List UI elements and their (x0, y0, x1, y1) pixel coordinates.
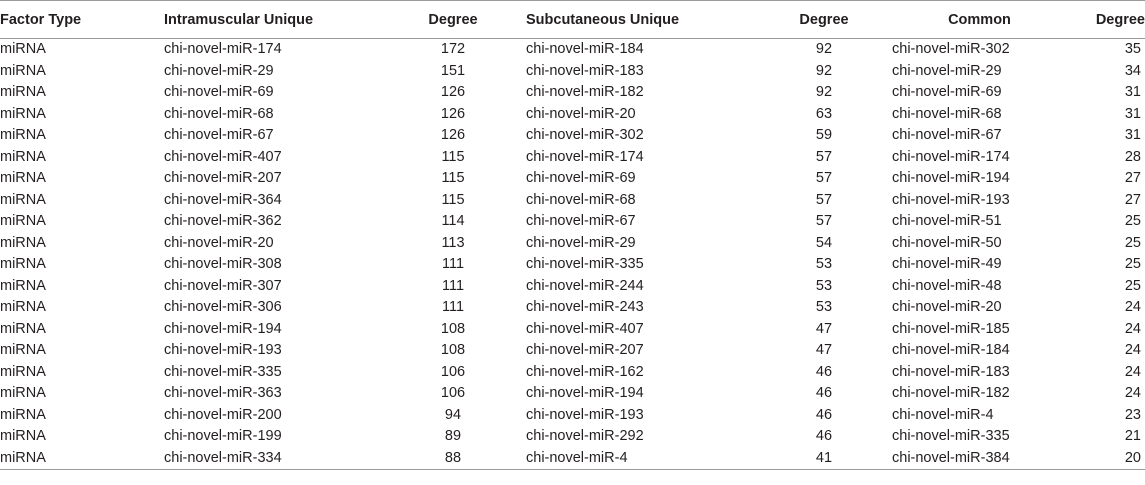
cell-factor-type: miRNA (0, 62, 46, 79)
cell-degree-subcutaneous: 54 (815, 234, 833, 251)
cell-degree-common: 25 (1124, 234, 1141, 251)
cell-intramuscular-unique: chi-novel-miR-194 (164, 320, 282, 337)
table-body (0, 39, 1145, 470)
table-header (0, 1, 1145, 39)
cell-degree-subcutaneous: 92 (815, 62, 833, 79)
cell-intramuscular-unique: chi-novel-miR-307 (164, 277, 282, 294)
cell-factor-type: miRNA (0, 406, 46, 423)
header-row (0, 1, 1145, 39)
cell-subcutaneous-unique: chi-novel-miR-68 (526, 191, 636, 208)
cell-common: chi-novel-miR-384 (892, 449, 1010, 466)
cell-subcutaneous-unique: chi-novel-miR-183 (526, 62, 644, 79)
cell-factor-type: miRNA (0, 277, 46, 294)
cell-subcutaneous-unique: chi-novel-miR-69 (526, 170, 636, 186)
cell-degree-common: 24 (1124, 342, 1141, 358)
table-row (0, 61, 1145, 83)
cell-common: chi-novel-miR-182 (892, 385, 1010, 401)
cell-common: chi-novel-miR-50 (892, 234, 1002, 251)
cell-intramuscular-unique: chi-novel-miR-306 (164, 299, 282, 315)
cell-subcutaneous-unique: chi-novel-miR-20 (526, 105, 636, 122)
table-row (0, 125, 1145, 147)
table-row (0, 147, 1145, 169)
cell-common: chi-novel-miR-174 (892, 148, 1010, 165)
cell-degree-common: 27 (1124, 191, 1141, 208)
table-row (0, 168, 1145, 190)
cell-common: chi-novel-miR-193 (892, 191, 1010, 208)
cell-degree-common: 21 (1124, 428, 1141, 444)
cell-intramuscular-unique: chi-novel-miR-69 (164, 84, 274, 100)
cell-degree-intramuscular: 111 (441, 256, 465, 272)
table-row (0, 39, 1145, 61)
cell-degree-subcutaneous: 53 (815, 256, 833, 272)
cell-degree-subcutaneous: 92 (815, 84, 833, 100)
cell-degree-intramuscular: 106 (440, 385, 466, 401)
cell-degree-common: 24 (1124, 320, 1141, 337)
cell-degree-intramuscular: 151 (440, 62, 466, 79)
cell-intramuscular-unique: chi-novel-miR-199 (164, 428, 282, 444)
cell-degree-intramuscular: 172 (440, 41, 466, 57)
cell-common: chi-novel-miR-302 (892, 41, 1010, 57)
cell-intramuscular-unique: chi-novel-miR-308 (164, 256, 282, 272)
cell-factor-type: miRNA (0, 299, 46, 315)
cell-degree-common: 24 (1124, 299, 1141, 315)
table-row (0, 448, 1145, 470)
cell-subcutaneous-unique: chi-novel-miR-302 (526, 127, 644, 143)
cell-intramuscular-unique: chi-novel-miR-29 (164, 62, 274, 79)
cell-common: chi-novel-miR-29 (892, 62, 1002, 79)
cell-subcutaneous-unique: chi-novel-miR-174 (526, 148, 644, 165)
cell-degree-intramuscular: 115 (441, 191, 465, 208)
cell-degree-subcutaneous: 59 (815, 127, 833, 143)
cell-degree-subcutaneous: 46 (815, 406, 833, 423)
cell-degree-common: 28 (1124, 148, 1141, 165)
cell-intramuscular-unique: chi-novel-miR-67 (164, 127, 274, 143)
cell-degree-subcutaneous: 46 (815, 363, 833, 380)
cell-intramuscular-unique: chi-novel-miR-20 (164, 234, 274, 251)
table-row (0, 383, 1145, 405)
cell-degree-subcutaneous: 46 (815, 385, 833, 401)
cell-common: chi-novel-miR-49 (892, 256, 1002, 272)
cell-degree-intramuscular: 111 (441, 277, 465, 294)
table-row (0, 362, 1145, 384)
cell-intramuscular-unique: chi-novel-miR-68 (164, 105, 274, 122)
cell-degree-intramuscular: 94 (444, 406, 462, 423)
table-row (0, 340, 1145, 362)
cell-subcutaneous-unique: chi-novel-miR-4 (526, 449, 628, 466)
cell-degree-subcutaneous: 63 (815, 105, 833, 122)
cell-factor-type: miRNA (0, 449, 46, 466)
cell-degree-subcutaneous: 92 (815, 41, 833, 57)
table-row (0, 233, 1145, 255)
cell-degree-common: 27 (1124, 170, 1141, 186)
cell-factor-type: miRNA (0, 148, 46, 165)
cell-common: chi-novel-miR-68 (892, 105, 1002, 122)
cell-factor-type: miRNA (0, 105, 46, 122)
cell-degree-intramuscular: 106 (440, 363, 466, 380)
cell-common: chi-novel-miR-48 (892, 277, 1002, 294)
cell-degree-intramuscular: 88 (444, 449, 462, 466)
cell-factor-type: miRNA (0, 234, 46, 251)
cell-subcutaneous-unique: chi-novel-miR-29 (526, 234, 636, 251)
cell-factor-type: miRNA (0, 320, 46, 337)
cell-degree-subcutaneous: 41 (815, 449, 833, 466)
cell-subcutaneous-unique: chi-novel-miR-243 (526, 299, 644, 315)
cell-factor-type: miRNA (0, 385, 46, 401)
cell-common: chi-novel-miR-184 (892, 342, 1010, 358)
cell-degree-common: 31 (1124, 84, 1141, 100)
cell-degree-subcutaneous: 47 (815, 320, 833, 337)
cell-subcutaneous-unique: chi-novel-miR-67 (526, 213, 636, 229)
cell-intramuscular-unique: chi-novel-miR-200 (164, 406, 282, 423)
cell-degree-subcutaneous: 47 (815, 342, 833, 358)
table-row (0, 276, 1145, 298)
cell-intramuscular-unique: chi-novel-miR-362 (164, 213, 282, 229)
cell-factor-type: miRNA (0, 41, 46, 57)
table-row (0, 426, 1145, 448)
cell-subcutaneous-unique: chi-novel-miR-335 (526, 256, 644, 272)
cell-degree-intramuscular: 115 (441, 170, 465, 186)
cell-subcutaneous-unique: chi-novel-miR-207 (526, 342, 644, 358)
header-degree-common: Degree (1095, 11, 1145, 28)
cell-degree-intramuscular: 126 (440, 127, 466, 143)
header-intramuscular-unique: Intramuscular Unique (164, 11, 314, 28)
cell-degree-subcutaneous: 57 (815, 213, 833, 229)
table-row (0, 319, 1145, 341)
header-common: Common (948, 11, 1011, 28)
cell-factor-type: miRNA (0, 363, 46, 380)
cell-intramuscular-unique: chi-novel-miR-363 (164, 385, 282, 401)
cell-factor-type: miRNA (0, 428, 46, 444)
header-subcutaneous-unique: Subcutaneous Unique (526, 11, 680, 28)
cell-degree-common: 20 (1124, 449, 1141, 466)
cell-common: chi-novel-miR-20 (892, 299, 1002, 315)
cell-common: chi-novel-miR-185 (892, 320, 1010, 337)
cell-degree-subcutaneous: 57 (815, 170, 833, 186)
cell-subcutaneous-unique: chi-novel-miR-194 (526, 385, 644, 401)
cell-degree-common: 24 (1124, 363, 1141, 380)
cell-degree-subcutaneous: 53 (815, 299, 833, 315)
cell-factor-type: miRNA (0, 127, 46, 143)
cell-degree-subcutaneous: 53 (815, 277, 833, 294)
cell-factor-type: miRNA (0, 191, 46, 208)
cell-degree-common: 31 (1124, 127, 1141, 143)
table-row (0, 254, 1145, 276)
cell-degree-intramuscular: 89 (444, 428, 462, 444)
cell-degree-intramuscular: 108 (440, 342, 466, 358)
cell-subcutaneous-unique: chi-novel-miR-193 (526, 406, 644, 423)
table-row (0, 297, 1145, 319)
cell-intramuscular-unique: chi-novel-miR-334 (164, 449, 282, 466)
cell-degree-intramuscular: 126 (440, 105, 466, 122)
cell-degree-common: 25 (1124, 277, 1141, 294)
cell-common: chi-novel-miR-67 (892, 127, 1002, 143)
cell-intramuscular-unique: chi-novel-miR-193 (164, 342, 282, 358)
cell-subcutaneous-unique: chi-novel-miR-407 (526, 320, 644, 337)
cell-degree-common: 25 (1124, 213, 1141, 229)
cell-degree-intramuscular: 111 (441, 299, 465, 315)
cell-subcutaneous-unique: chi-novel-miR-292 (526, 428, 644, 444)
header-degree-intramuscular: Degree (428, 11, 478, 28)
cell-subcutaneous-unique: chi-novel-miR-162 (526, 363, 644, 380)
cell-intramuscular-unique: chi-novel-miR-174 (164, 41, 282, 57)
cell-degree-subcutaneous: 57 (815, 148, 833, 165)
cell-factor-type: miRNA (0, 256, 46, 272)
cell-degree-intramuscular: 126 (440, 84, 466, 100)
cell-factor-type: miRNA (0, 213, 46, 229)
cell-intramuscular-unique: chi-novel-miR-335 (164, 363, 282, 380)
cell-degree-common: 31 (1124, 105, 1141, 122)
cell-factor-type: miRNA (0, 342, 46, 358)
cell-subcutaneous-unique: chi-novel-miR-184 (526, 41, 644, 57)
table-row (0, 211, 1145, 233)
cell-degree-common: 34 (1124, 62, 1141, 79)
cell-common: chi-novel-miR-4 (892, 406, 994, 423)
cell-factor-type: miRNA (0, 170, 46, 186)
cell-degree-subcutaneous: 46 (815, 428, 833, 444)
header-factor-type: Factor Type (0, 11, 82, 28)
cell-degree-common: 35 (1124, 41, 1141, 57)
cell-degree-intramuscular: 115 (441, 148, 465, 165)
cell-degree-common: 24 (1124, 385, 1141, 401)
cell-degree-intramuscular: 113 (441, 234, 465, 251)
cell-common: chi-novel-miR-51 (892, 213, 1002, 229)
cell-intramuscular-unique: chi-novel-miR-364 (164, 191, 282, 208)
cell-factor-type: miRNA (0, 84, 46, 100)
cell-intramuscular-unique: chi-novel-miR-207 (164, 170, 282, 186)
header-degree-subcutaneous: Degree (799, 11, 849, 28)
cell-degree-common: 23 (1124, 406, 1141, 423)
cell-degree-intramuscular: 114 (441, 213, 465, 229)
cell-subcutaneous-unique: chi-novel-miR-182 (526, 84, 644, 100)
cell-subcutaneous-unique: chi-novel-miR-244 (526, 277, 644, 294)
cell-common: chi-novel-miR-335 (892, 428, 1010, 444)
cell-common: chi-novel-miR-69 (892, 84, 1002, 100)
cell-degree-common: 25 (1124, 256, 1141, 272)
cell-common: chi-novel-miR-183 (892, 363, 1010, 380)
table-row (0, 190, 1145, 212)
table-row (0, 104, 1145, 126)
cell-degree-subcutaneous: 57 (815, 191, 833, 208)
table-row (0, 82, 1145, 104)
cell-degree-intramuscular: 108 (440, 320, 466, 337)
cell-intramuscular-unique: chi-novel-miR-407 (164, 148, 282, 165)
table-row (0, 405, 1145, 427)
cell-common: chi-novel-miR-194 (892, 170, 1010, 186)
